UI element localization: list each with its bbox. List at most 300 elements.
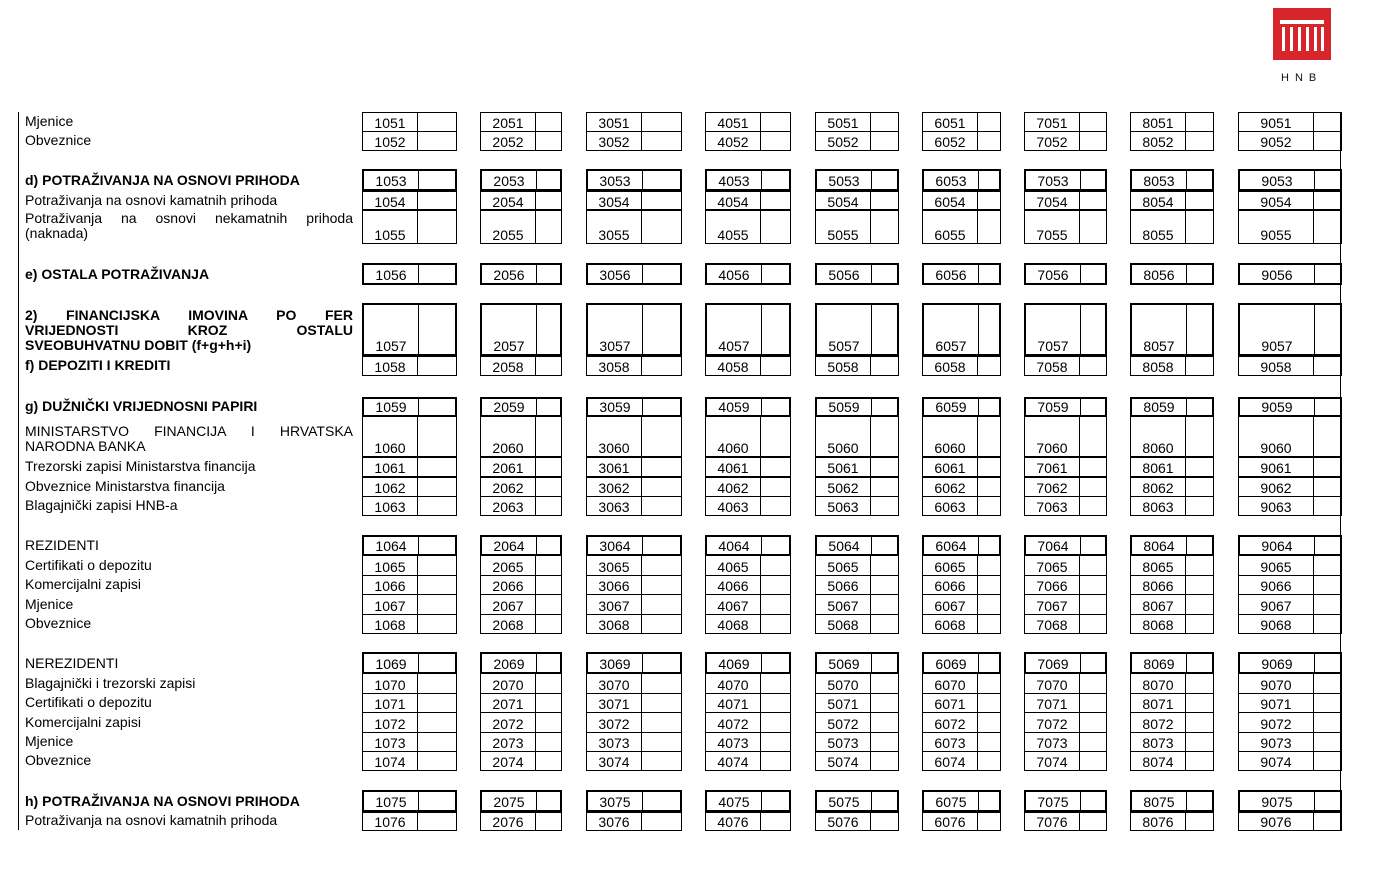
code-cell[interactable] bbox=[1238, 751, 1342, 771]
cell-divider bbox=[1185, 113, 1186, 131]
code-cell[interactable] bbox=[815, 169, 899, 191]
code-cell[interactable] bbox=[922, 790, 1001, 812]
code-cell[interactable] bbox=[705, 594, 791, 615]
cell-divider bbox=[1313, 752, 1314, 770]
code-cell[interactable] bbox=[1238, 693, 1342, 713]
code-cell[interactable] bbox=[480, 415, 562, 457]
cell-divider bbox=[1186, 265, 1187, 283]
code-cell[interactable] bbox=[362, 209, 457, 244]
cell-code: 7071 bbox=[1036, 696, 1068, 712]
code-cell[interactable] bbox=[815, 693, 899, 713]
code-cell[interactable] bbox=[480, 673, 562, 694]
code-cell[interactable] bbox=[1024, 191, 1107, 211]
code-cell[interactable] bbox=[480, 356, 562, 376]
code-cell[interactable] bbox=[480, 263, 562, 285]
code-cell[interactable] bbox=[480, 303, 562, 356]
code-cell[interactable] bbox=[922, 356, 1001, 376]
code-cell[interactable] bbox=[1130, 535, 1214, 556]
cell-divider bbox=[641, 595, 642, 614]
code-cell[interactable] bbox=[705, 477, 791, 497]
code-cell[interactable] bbox=[815, 112, 899, 132]
code-cell[interactable] bbox=[362, 131, 457, 151]
code-cell[interactable] bbox=[815, 673, 899, 694]
code-cell[interactable] bbox=[1024, 415, 1107, 457]
cell-code: 5069 bbox=[828, 656, 860, 672]
code-cell[interactable] bbox=[922, 169, 1001, 191]
code-cell[interactable] bbox=[362, 457, 457, 477]
code-cell[interactable] bbox=[1238, 496, 1342, 516]
code-cell[interactable] bbox=[705, 209, 791, 244]
code-cell[interactable] bbox=[362, 535, 457, 556]
cell-divider bbox=[871, 265, 872, 283]
code-cell[interactable] bbox=[705, 652, 791, 674]
code-cell[interactable] bbox=[705, 751, 791, 771]
code-cell[interactable] bbox=[362, 555, 457, 576]
code-cell[interactable] bbox=[1024, 209, 1107, 244]
code-cell[interactable] bbox=[362, 673, 457, 694]
code-cell[interactable] bbox=[922, 131, 1001, 151]
code-cell[interactable] bbox=[1238, 415, 1342, 457]
code-cell[interactable] bbox=[815, 303, 899, 356]
code-cell[interactable] bbox=[1238, 732, 1342, 752]
code-cell[interactable] bbox=[815, 209, 899, 244]
code-cell[interactable] bbox=[480, 555, 562, 576]
code-cell[interactable] bbox=[815, 535, 899, 556]
code-cell[interactable] bbox=[1024, 397, 1107, 417]
code-cell[interactable] bbox=[480, 751, 562, 771]
code-cell[interactable] bbox=[586, 209, 682, 244]
code-cell[interactable] bbox=[480, 457, 562, 477]
cell-code: 1076 bbox=[374, 814, 406, 830]
code-cell[interactable] bbox=[922, 112, 1001, 132]
cell-code: 6069 bbox=[935, 656, 967, 672]
code-cell[interactable] bbox=[362, 614, 457, 634]
code-cell[interactable] bbox=[1238, 652, 1342, 674]
code-cell[interactable] bbox=[1130, 415, 1214, 457]
cell-divider bbox=[535, 694, 536, 712]
code-cell[interactable] bbox=[1130, 673, 1214, 694]
cell-divider bbox=[870, 192, 871, 210]
code-cell[interactable] bbox=[1238, 712, 1342, 733]
code-cell[interactable] bbox=[1024, 652, 1107, 674]
code-cell[interactable] bbox=[1238, 790, 1342, 812]
code-cell[interactable] bbox=[1130, 594, 1214, 615]
code-cell[interactable] bbox=[1130, 732, 1214, 752]
code-cell[interactable] bbox=[586, 614, 682, 634]
code-cell[interactable] bbox=[362, 732, 457, 752]
code-cell[interactable] bbox=[362, 496, 457, 516]
cell-divider bbox=[417, 813, 418, 830]
cell-code: 9074 bbox=[1260, 754, 1292, 770]
code-cell[interactable] bbox=[586, 555, 682, 576]
row-label-line: SVEOBUHVATNU DOBIT (f+g+h+i) bbox=[25, 337, 252, 353]
code-cell[interactable] bbox=[1238, 263, 1342, 285]
code-cell[interactable] bbox=[922, 732, 1001, 752]
code-cell[interactable] bbox=[1024, 575, 1107, 595]
code-cell[interactable] bbox=[922, 263, 1001, 285]
cell-divider bbox=[870, 556, 871, 575]
code-cell[interactable] bbox=[1238, 673, 1342, 694]
code-cell[interactable] bbox=[815, 457, 899, 477]
cell-code: 2064 bbox=[493, 538, 525, 554]
code-cell[interactable] bbox=[1130, 751, 1214, 771]
code-cell[interactable] bbox=[586, 169, 682, 191]
code-cell[interactable] bbox=[362, 263, 457, 285]
code-cell[interactable] bbox=[480, 790, 562, 812]
cell-divider bbox=[761, 305, 762, 354]
code-cell[interactable] bbox=[1238, 614, 1342, 634]
code-cell[interactable] bbox=[922, 812, 1001, 831]
code-cell[interactable] bbox=[1130, 693, 1214, 713]
code-cell[interactable] bbox=[586, 496, 682, 516]
code-cell[interactable] bbox=[705, 356, 791, 376]
cell-divider bbox=[1313, 595, 1314, 614]
cell-divider bbox=[760, 132, 761, 150]
code-cell[interactable] bbox=[815, 496, 899, 516]
code-cell[interactable] bbox=[1024, 614, 1107, 634]
cell-code: 4060 bbox=[717, 440, 749, 456]
code-cell[interactable] bbox=[362, 112, 457, 132]
code-cell[interactable] bbox=[815, 263, 899, 285]
code-cell[interactable] bbox=[362, 397, 457, 417]
row-label bbox=[25, 424, 353, 454]
code-cell[interactable] bbox=[922, 575, 1001, 595]
code-cell[interactable] bbox=[362, 477, 457, 497]
code-cell[interactable] bbox=[1130, 496, 1214, 516]
code-cell[interactable] bbox=[922, 303, 1001, 356]
code-cell[interactable] bbox=[815, 555, 899, 576]
code-cell[interactable] bbox=[1024, 732, 1107, 752]
code-cell[interactable] bbox=[705, 263, 791, 285]
code-cell[interactable] bbox=[705, 555, 791, 576]
code-cell[interactable] bbox=[1238, 356, 1342, 376]
code-cell[interactable] bbox=[922, 397, 1001, 417]
code-cell[interactable] bbox=[1024, 131, 1107, 151]
code-cell[interactable] bbox=[1024, 790, 1107, 812]
code-cell[interactable] bbox=[362, 812, 457, 831]
code-cell[interactable] bbox=[922, 712, 1001, 733]
code-cell[interactable] bbox=[705, 535, 791, 556]
code-cell[interactable] bbox=[362, 303, 457, 356]
code-cell[interactable] bbox=[480, 496, 562, 516]
code-cell[interactable] bbox=[1130, 712, 1214, 733]
cell-code: 4073 bbox=[717, 735, 749, 751]
code-cell[interactable] bbox=[1238, 535, 1342, 556]
row-label bbox=[25, 308, 353, 353]
code-cell[interactable] bbox=[705, 131, 791, 151]
code-cell[interactable] bbox=[586, 732, 682, 752]
code-cell[interactable] bbox=[480, 575, 562, 595]
cell-code: 8056 bbox=[1143, 267, 1175, 283]
cell-code: 2053 bbox=[493, 173, 525, 189]
code-cell[interactable] bbox=[705, 496, 791, 516]
code-cell[interactable] bbox=[1238, 812, 1342, 831]
code-cell[interactable] bbox=[1024, 496, 1107, 516]
code-cell[interactable] bbox=[815, 191, 899, 211]
code-cell[interactable] bbox=[1238, 191, 1342, 211]
code-cell[interactable] bbox=[1024, 477, 1107, 497]
code-cell[interactable] bbox=[480, 209, 562, 244]
code-cell[interactable] bbox=[1024, 693, 1107, 713]
code-cell[interactable] bbox=[1130, 397, 1214, 417]
code-cell[interactable] bbox=[705, 812, 791, 831]
code-cell[interactable] bbox=[1238, 209, 1342, 244]
cell-code: 7064 bbox=[1037, 538, 1069, 554]
code-cell[interactable] bbox=[1238, 575, 1342, 595]
code-cell[interactable] bbox=[705, 673, 791, 694]
code-cell[interactable] bbox=[480, 191, 562, 211]
code-cell[interactable] bbox=[586, 263, 682, 285]
code-cell[interactable] bbox=[1238, 131, 1342, 151]
code-cell[interactable] bbox=[1130, 812, 1214, 831]
code-cell[interactable] bbox=[586, 673, 682, 694]
cell-divider bbox=[1185, 132, 1186, 150]
code-cell[interactable] bbox=[1130, 477, 1214, 497]
code-cell[interactable] bbox=[1130, 169, 1214, 191]
code-cell[interactable] bbox=[1130, 555, 1214, 576]
code-cell[interactable] bbox=[922, 191, 1001, 211]
code-cell[interactable] bbox=[480, 169, 562, 191]
code-cell[interactable] bbox=[480, 712, 562, 733]
code-cell[interactable] bbox=[586, 303, 682, 356]
cell-divider bbox=[641, 813, 642, 830]
code-cell[interactable] bbox=[586, 477, 682, 497]
cell-code: 2066 bbox=[492, 578, 524, 594]
row-label: f) DEPOZITI I KREDITI bbox=[25, 357, 171, 373]
code-cell[interactable] bbox=[922, 614, 1001, 634]
code-cell[interactable] bbox=[815, 477, 899, 497]
cell-code: 7067 bbox=[1036, 598, 1068, 614]
code-cell[interactable] bbox=[705, 169, 791, 191]
code-cell[interactable] bbox=[705, 693, 791, 713]
cell-divider bbox=[641, 210, 642, 243]
code-cell[interactable] bbox=[1130, 209, 1214, 244]
code-cell[interactable] bbox=[815, 415, 899, 457]
cell-code: 1052 bbox=[374, 134, 406, 150]
code-cell[interactable] bbox=[1130, 131, 1214, 151]
code-cell[interactable] bbox=[705, 712, 791, 733]
cell-divider bbox=[977, 813, 978, 830]
code-cell[interactable] bbox=[1130, 575, 1214, 595]
code-cell[interactable] bbox=[705, 614, 791, 634]
code-cell[interactable] bbox=[362, 751, 457, 771]
code-cell[interactable] bbox=[586, 575, 682, 595]
cell-code: 8076 bbox=[1142, 814, 1174, 830]
cell-code: 4065 bbox=[717, 559, 749, 575]
code-cell[interactable] bbox=[1024, 812, 1107, 831]
code-cell[interactable] bbox=[1238, 112, 1342, 132]
code-cell[interactable] bbox=[815, 594, 899, 615]
code-cell[interactable] bbox=[705, 303, 791, 356]
code-cell[interactable] bbox=[815, 812, 899, 831]
code-cell[interactable] bbox=[1130, 356, 1214, 376]
code-cell[interactable] bbox=[1130, 112, 1214, 132]
code-cell[interactable] bbox=[1238, 397, 1342, 417]
code-cell[interactable] bbox=[362, 693, 457, 713]
code-cell[interactable] bbox=[586, 751, 682, 771]
code-cell[interactable] bbox=[815, 712, 899, 733]
code-cell[interactable] bbox=[1024, 457, 1107, 477]
code-cell[interactable] bbox=[705, 191, 791, 211]
code-cell[interactable] bbox=[815, 131, 899, 151]
code-cell[interactable] bbox=[586, 693, 682, 713]
code-cell[interactable] bbox=[815, 356, 899, 376]
code-cell[interactable] bbox=[1238, 477, 1342, 497]
cell-code: 1065 bbox=[374, 559, 406, 575]
cell-divider bbox=[417, 556, 418, 575]
code-cell[interactable] bbox=[586, 712, 682, 733]
code-cell[interactable] bbox=[586, 397, 682, 417]
code-cell[interactable] bbox=[1130, 191, 1214, 211]
code-cell[interactable] bbox=[586, 191, 682, 211]
cell-divider bbox=[1079, 416, 1080, 456]
code-cell[interactable] bbox=[362, 712, 457, 733]
code-cell[interactable] bbox=[1024, 712, 1107, 733]
code-cell[interactable] bbox=[586, 131, 682, 151]
code-cell[interactable] bbox=[1024, 303, 1107, 356]
code-cell[interactable] bbox=[1130, 303, 1214, 356]
code-cell[interactable] bbox=[705, 457, 791, 477]
code-cell[interactable] bbox=[922, 673, 1001, 694]
code-cell[interactable] bbox=[586, 790, 682, 812]
code-cell[interactable] bbox=[705, 575, 791, 595]
code-cell[interactable] bbox=[586, 652, 682, 674]
code-cell[interactable] bbox=[1024, 555, 1107, 576]
cell-code: 1070 bbox=[374, 677, 406, 693]
cell-divider bbox=[1314, 305, 1315, 354]
code-cell[interactable] bbox=[922, 209, 1001, 244]
code-cell[interactable] bbox=[1238, 457, 1342, 477]
code-cell[interactable] bbox=[815, 575, 899, 595]
cell-divider bbox=[1313, 694, 1314, 712]
cell-code: 2063 bbox=[492, 499, 524, 515]
cell-code: 4066 bbox=[717, 578, 749, 594]
code-cell[interactable] bbox=[815, 732, 899, 752]
code-cell[interactable] bbox=[815, 751, 899, 771]
code-cell[interactable] bbox=[705, 415, 791, 457]
cell-divider bbox=[761, 537, 762, 554]
code-cell[interactable] bbox=[586, 112, 682, 132]
cell-code: 1064 bbox=[375, 538, 407, 554]
code-cell[interactable] bbox=[362, 191, 457, 211]
cell-code: 7051 bbox=[1036, 115, 1068, 131]
cell-divider bbox=[1314, 171, 1315, 189]
code-cell[interactable] bbox=[362, 594, 457, 615]
cell-divider bbox=[1314, 399, 1315, 415]
code-cell[interactable] bbox=[586, 594, 682, 615]
code-cell[interactable] bbox=[480, 112, 562, 132]
code-cell[interactable] bbox=[1024, 673, 1107, 694]
cell-divider bbox=[642, 537, 643, 554]
code-cell[interactable] bbox=[480, 812, 562, 831]
code-cell[interactable] bbox=[362, 356, 457, 376]
code-cell[interactable] bbox=[586, 535, 682, 556]
cell-divider bbox=[760, 733, 761, 751]
code-cell[interactable] bbox=[586, 356, 682, 376]
code-cell[interactable] bbox=[922, 457, 1001, 477]
code-cell[interactable] bbox=[480, 652, 562, 674]
code-cell[interactable] bbox=[1024, 263, 1107, 285]
code-cell[interactable] bbox=[1130, 652, 1214, 674]
cell-code: 9070 bbox=[1260, 677, 1292, 693]
left-rule bbox=[18, 112, 19, 830]
cell-code: 3055 bbox=[598, 227, 630, 243]
code-cell[interactable] bbox=[586, 812, 682, 831]
code-cell[interactable] bbox=[815, 652, 899, 674]
code-cell[interactable] bbox=[705, 397, 791, 417]
code-cell[interactable] bbox=[362, 415, 457, 457]
cell-code: 2052 bbox=[492, 134, 524, 150]
cell-divider bbox=[417, 497, 418, 515]
row-label-line: MINISTARSTVO FINANCIJA I HRVATSKA bbox=[25, 423, 353, 439]
code-cell[interactable] bbox=[362, 575, 457, 595]
code-cell[interactable] bbox=[815, 790, 899, 812]
code-cell[interactable] bbox=[480, 594, 562, 615]
cell-code: 9063 bbox=[1260, 499, 1292, 515]
cell-code: 6065 bbox=[934, 559, 966, 575]
code-cell[interactable] bbox=[815, 397, 899, 417]
code-cell[interactable] bbox=[1130, 614, 1214, 634]
code-cell[interactable] bbox=[922, 535, 1001, 556]
code-cell[interactable] bbox=[362, 169, 457, 191]
code-cell[interactable] bbox=[1024, 112, 1107, 132]
code-cell[interactable] bbox=[922, 415, 1001, 457]
code-cell[interactable] bbox=[1024, 535, 1107, 556]
code-cell[interactable] bbox=[1238, 303, 1342, 356]
code-cell[interactable] bbox=[586, 415, 682, 457]
code-cell[interactable] bbox=[480, 131, 562, 151]
code-cell[interactable] bbox=[705, 790, 791, 812]
code-cell[interactable] bbox=[922, 751, 1001, 771]
code-cell[interactable] bbox=[1238, 169, 1342, 191]
code-cell[interactable] bbox=[1130, 457, 1214, 477]
code-cell[interactable] bbox=[1130, 790, 1214, 812]
code-cell[interactable] bbox=[480, 397, 562, 417]
code-cell[interactable] bbox=[1238, 555, 1342, 576]
code-cell[interactable] bbox=[480, 732, 562, 752]
cell-divider bbox=[1313, 674, 1314, 693]
cell-code: 8071 bbox=[1142, 696, 1174, 712]
cell-code: 9058 bbox=[1260, 359, 1292, 375]
row-label bbox=[25, 211, 353, 241]
code-cell[interactable] bbox=[362, 790, 457, 812]
code-cell[interactable] bbox=[922, 477, 1001, 497]
code-cell[interactable] bbox=[480, 614, 562, 634]
code-cell[interactable] bbox=[1024, 169, 1107, 191]
code-cell[interactable] bbox=[1024, 594, 1107, 615]
code-cell[interactable] bbox=[362, 652, 457, 674]
code-cell[interactable] bbox=[922, 555, 1001, 576]
code-cell[interactable] bbox=[705, 112, 791, 132]
code-cell[interactable] bbox=[586, 457, 682, 477]
code-cell[interactable] bbox=[705, 732, 791, 752]
cell-code: 8062 bbox=[1142, 480, 1174, 496]
code-cell[interactable] bbox=[922, 652, 1001, 674]
cell-divider bbox=[1186, 399, 1187, 415]
code-cell[interactable] bbox=[1238, 594, 1342, 615]
code-cell[interactable] bbox=[922, 693, 1001, 713]
code-cell[interactable] bbox=[922, 496, 1001, 516]
code-cell[interactable] bbox=[480, 693, 562, 713]
code-cell[interactable] bbox=[815, 614, 899, 634]
code-cell[interactable] bbox=[480, 477, 562, 497]
code-cell[interactable] bbox=[1024, 751, 1107, 771]
code-cell[interactable] bbox=[1130, 263, 1214, 285]
code-cell[interactable] bbox=[480, 535, 562, 556]
code-cell[interactable] bbox=[922, 594, 1001, 615]
code-cell[interactable] bbox=[1024, 356, 1107, 376]
cell-divider bbox=[418, 792, 419, 810]
